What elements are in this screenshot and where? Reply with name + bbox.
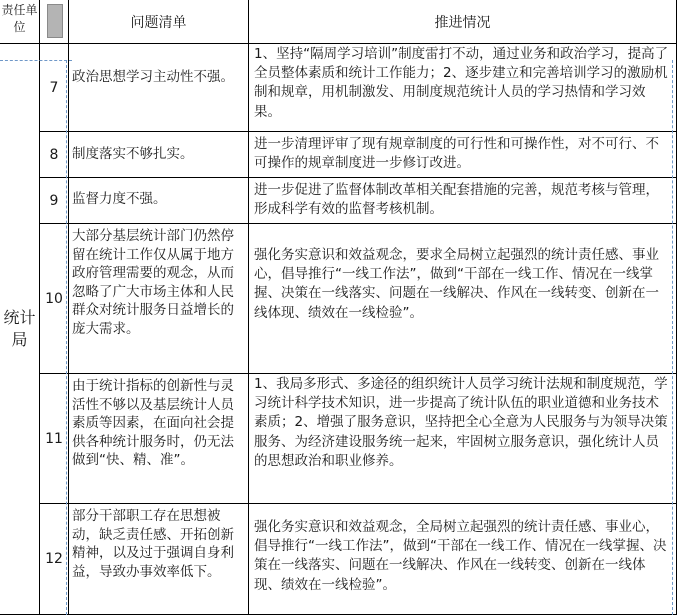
problem-cell: 制度落实不够扎实。 [69,132,249,178]
problem-cell: 由于统计指标的创新性与灵活性不够以及基层统计人员素质等因素，在面向社会提供各种统计服务时，仍无法做到“快、精、准”。 [69,374,249,504]
row-number: 8 [40,132,69,178]
header-problems: 问题清单 [69,0,249,44]
progress-cell: 1、我局多形式、多途径的组织统计人员学习统计法规和制度规范，学习统计科学技术知识，进一步提高了统计队伍的职业道德和业务技术素质；2、增强了服务意识，坚持把全心全意为人民服务与为领导决策服务、为经济建设服务统一起来，牢固树立服务意识，强化统计人员的思想政治和职业修养。 [249,374,677,504]
problem-cell: 监督力度不强。 [69,178,249,224]
progress-cell: 强化务实意识和效益观念，要求全局树立起强烈的统计责任感、事业心，倡导推行“一线工作法”，做到“干部在一线工作、情况在一线掌握、决策在一线落实、问题在一线解决、作风在一线转变、创新在一线体现、绩效在一线检验”。 [249,224,677,374]
row-number: 12 [40,504,69,615]
progress-cell: 进一步清理评审了现有规章制度的可行性和可操作性，对不可行、不可操作的规章制度进一步修订改进。 [249,132,677,178]
row-number: 11 [40,374,69,504]
row-number: 10 [40,224,69,374]
responsible-unit [0,44,40,615]
responsible-unit-text: 统计局 [3,308,36,349]
text-boundary-guide [672,60,673,615]
problem-cell: 政治思想学习主动性不强。 [69,44,249,132]
progress-cell: 强化务实意识和效益观念，全局树立起强烈的统计责任感、事业心，倡导推行“一线工作法”，做到“干部在一线工作、情况在一线掌握、决策在一线落实、问题在一线解决、作风在一线转变、创新在一线体现、绩效在一线检验”。 [249,504,677,615]
text-boundary-guide [66,60,67,615]
row-number: 9 [40,178,69,224]
header-unit: 责任单位 [0,0,40,44]
header-progress: 推进情况 [249,0,677,44]
progress-cell: 进一步促进了监督体制改革相关配套措施的完善，规范考核与管理，形成科学有效的监督考核机制。 [249,178,677,224]
header-number-shade [47,4,63,38]
row-number: 7 [40,44,69,132]
problem-cell: 部分干部职工存在思想被动，缺乏责任感、开拓创新精神，以及过于强调自身利益，导致办事效率低下。 [69,504,249,615]
progress-cell: 1、坚持“隔周学习培训”制度雷打不动，通过业务和政治学习，提高了全员整体素质和统计工作能力；2、逐步建立和完善培训学习的激励机制和规章，用机制激发、用制度规范统计人员的学习热情和学习效果。 [249,44,677,132]
text-boundary-guide [0,60,72,61]
problem-cell: 大部分基层统计部门仍然停留在统计工作仅从属于地方政府管理需要的观念，从而忽略了广大市场主体和人民群众对统计服务日益增长的庞大需求。 [69,224,249,374]
